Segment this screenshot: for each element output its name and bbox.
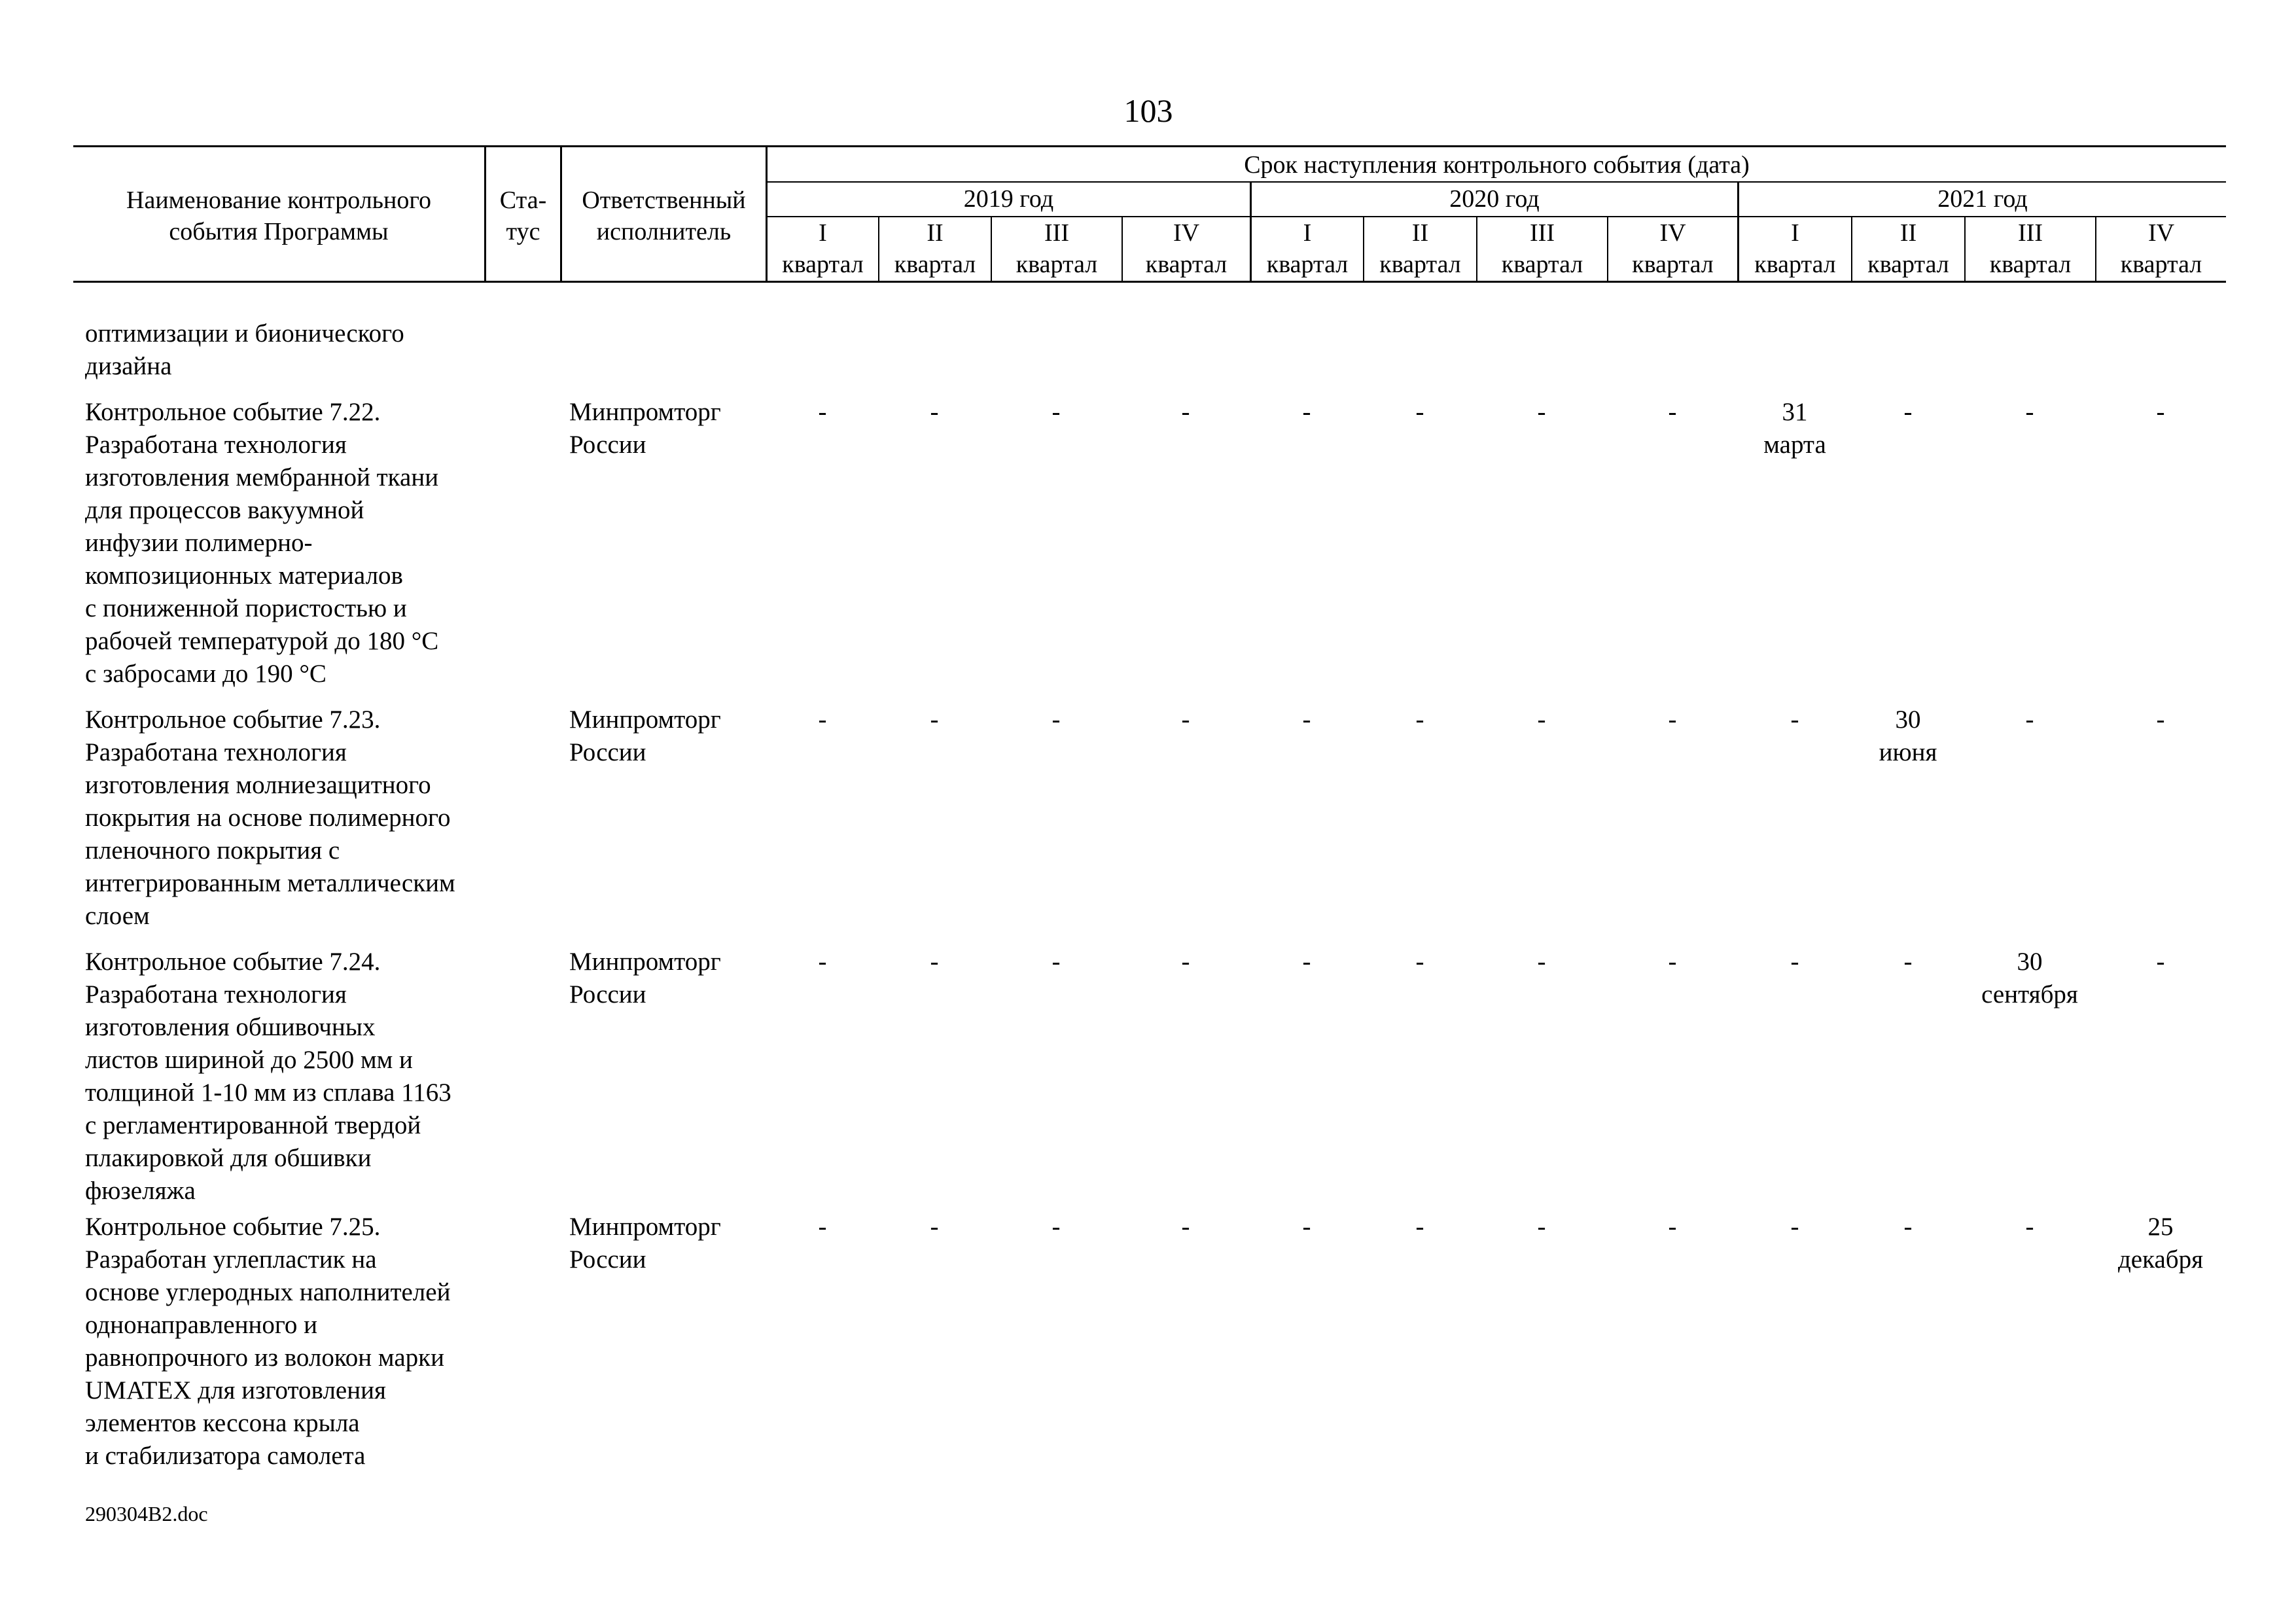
continuation-line: оптимизации и бионического [85, 319, 404, 348]
executor-line: России [569, 431, 646, 459]
responsible-executor [569, 704, 779, 769]
quarter-cell-empty: - [2025, 705, 2034, 734]
event-name-line: инфузии полимерно- [85, 529, 313, 557]
quarter-header: II квартал [1867, 219, 1949, 278]
quarter-cell-date: 25 декабря [2117, 1213, 2204, 1274]
quarter-cell-date: 31 марта [1763, 398, 1826, 459]
header-year-2019: 2019 год [963, 185, 1054, 213]
header-year-2020: 2020 год [1449, 185, 1540, 213]
quarter-cell-empty: - [1903, 398, 1913, 426]
header-bottom-rule [73, 281, 2226, 283]
event-name [85, 1211, 497, 1472]
executor-line: России [569, 738, 646, 766]
quarter-cell-empty: - [818, 398, 827, 426]
quarter-cell-empty: - [1537, 705, 1546, 734]
executor-line: России [569, 980, 646, 1008]
event-name-line: с пониженной пористостью и [85, 594, 407, 622]
event-name-line: пленочного покрытия с [85, 836, 340, 865]
quarter-cell-empty: - [930, 398, 939, 426]
event-name-line: Разработана технология [85, 431, 347, 459]
header-status-line2: тус [506, 218, 540, 245]
executor-line: Минпромторг [569, 398, 721, 426]
executor-line: Минпромторг [569, 948, 721, 976]
quarter-cell-empty: - [1051, 948, 1061, 976]
quarter-header: III квартал [1989, 219, 2072, 278]
quarter-cell-empty: - [1537, 1213, 1546, 1241]
event-name-line: равнопрочного из волокон марки [85, 1344, 444, 1372]
event-name-line: покрытия на основе полимерного [85, 804, 451, 832]
event-name-line: интегрированным металлическим [85, 869, 455, 897]
quarter-cell-empty: - [1790, 948, 1799, 976]
executor-line: Минпромторг [569, 705, 721, 734]
quarter-cell-empty: - [1051, 398, 1061, 426]
event-name-line: Разработана технология [85, 738, 347, 766]
quarter-cell-empty: - [1668, 948, 1677, 976]
quarter-header: III квартал [1501, 219, 1583, 278]
quarter-cell-empty: - [2025, 1213, 2034, 1241]
header-term: Срок наступления контрольного события (дата) [1244, 151, 1750, 179]
quarter-cell-date: 30 июня [1879, 705, 1937, 766]
header-executor-line1: Ответственный [582, 187, 746, 214]
event-name-line: Разработана технология [85, 980, 347, 1008]
quarter-cell-empty: - [1668, 1213, 1677, 1241]
event-name-line: однонаправленного и [85, 1311, 317, 1339]
event-name-line: с забросами до 190 °С [85, 660, 327, 688]
quarter-cell-empty: - [1415, 398, 1424, 426]
event-name-line: фюзеляжа [85, 1177, 196, 1205]
quarter-cell-empty: - [1537, 398, 1546, 426]
responsible-executor [569, 946, 779, 1011]
event-name-line: Разработан углепластик на [85, 1245, 377, 1274]
header-year-2021: 2021 год [1937, 185, 2028, 213]
quarter-header: II квартал [1379, 219, 1461, 278]
event-name-line: изготовления мембранной ткани [85, 463, 439, 491]
quarter-header: IV квартал [1145, 219, 1227, 278]
header-name-line1: Наименование контрольного [126, 187, 431, 214]
event-name-line: элементов кессона крыла [85, 1409, 360, 1437]
quarter-cell-empty: - [818, 948, 827, 976]
event-name-line: плакировкой для обшивки [85, 1144, 372, 1172]
quarter-cell-empty: - [1181, 1213, 1190, 1241]
event-name [85, 704, 497, 933]
quarter-cell-empty: - [1302, 398, 1311, 426]
event-name [85, 946, 497, 1207]
quarter-cell-empty: - [1181, 398, 1190, 426]
quarter-cell-empty: - [818, 1213, 827, 1241]
event-name-line: композиционных материалов [85, 562, 403, 590]
event-name-line: изготовления молниезащитного [85, 771, 431, 799]
event-name-line: UMATEX для изготовления [85, 1376, 386, 1404]
event-name-line: и стабилизатора самолета [85, 1442, 366, 1470]
header-top-rule [73, 145, 2226, 147]
quarter-cell-empty: - [1668, 398, 1677, 426]
executor-line: России [569, 1245, 646, 1274]
quarter-cell-empty: - [1537, 948, 1546, 976]
quarter-cell-empty: - [2156, 398, 2165, 426]
page-number: 103 [1123, 92, 1173, 129]
responsible-executor [569, 396, 779, 461]
quarter-header: I квартал [782, 219, 864, 278]
quarter-header: I квартал [1754, 219, 1836, 278]
years-rule [766, 181, 2226, 183]
quarter-cell-empty: - [1051, 705, 1061, 734]
event-name-line: листов шириной до 2500 мм и [85, 1046, 413, 1074]
quarter-cell-empty: - [2025, 398, 2034, 426]
event-name-line: Контрольное событие 7.24. [85, 948, 381, 976]
header-executor-line2: исполнитель [596, 218, 732, 245]
event-name-line: Контрольное событие 7.23. [85, 705, 381, 734]
continuation-line: дизайна [85, 352, 172, 380]
quarter-cell-empty: - [1415, 948, 1424, 976]
quarter-cell-empty: - [1415, 1213, 1424, 1241]
continuation-text [85, 317, 497, 383]
event-name-line: рабочей температурой до 180 °С [85, 627, 439, 655]
quarter-header: IV квартал [1632, 219, 1714, 278]
event-name-line: изготовления обшивочных [85, 1013, 376, 1041]
quarter-cell-empty: - [1181, 948, 1190, 976]
event-name-line: Контрольное событие 7.22. [85, 398, 381, 426]
quarter-cell-empty: - [1181, 705, 1190, 734]
quarter-header: I квартал [1266, 219, 1349, 278]
quarter-cell-empty: - [1415, 705, 1424, 734]
quarter-header: III квартал [1016, 219, 1098, 278]
quarter-cell-empty: - [1302, 948, 1311, 976]
header-status-line1: Ста- [499, 187, 547, 214]
quarter-cell-empty: - [1903, 1213, 1913, 1241]
event-name-line: толщиной 1-10 мм из сплава 1163 [85, 1079, 451, 1107]
footer-filename: 290304B2.doc [85, 1502, 208, 1525]
quarter-cell-empty: - [1790, 705, 1799, 734]
quarter-cell-empty: - [1302, 1213, 1311, 1241]
quarter-cell-empty: - [1668, 705, 1677, 734]
event-name-line: Контрольное событие 7.25. [85, 1213, 381, 1241]
event-name [85, 396, 497, 690]
quarter-cell-empty: - [1903, 948, 1913, 976]
quarter-cell-empty: - [930, 1213, 939, 1241]
header-name-line2: события Программы [169, 218, 389, 245]
quarter-cell-empty: - [930, 705, 939, 734]
event-name-line: для процессов вакуумной [85, 496, 364, 524]
quarter-cell-empty: - [818, 705, 827, 734]
responsible-executor [569, 1211, 779, 1276]
quarter-cell-empty: - [1790, 1213, 1799, 1241]
executor-line: Минпромторг [569, 1213, 721, 1241]
quarter-cell-empty: - [2156, 705, 2165, 734]
quarter-cell-empty: - [930, 948, 939, 976]
quarter-cell-empty: - [2156, 948, 2165, 976]
quarter-cell-empty: - [1302, 705, 1311, 734]
quarter-cell-empty: - [1051, 1213, 1061, 1241]
event-name-line: с регламентированной твердой [85, 1111, 421, 1139]
event-name-line: основе углеродных наполнителей [85, 1278, 451, 1306]
quarter-cell-date: 30 сентября [1981, 948, 2078, 1008]
quarter-header: II квартал [894, 219, 976, 278]
event-name-line: слоем [85, 902, 150, 930]
quarter-header: IV квартал [2120, 219, 2202, 278]
